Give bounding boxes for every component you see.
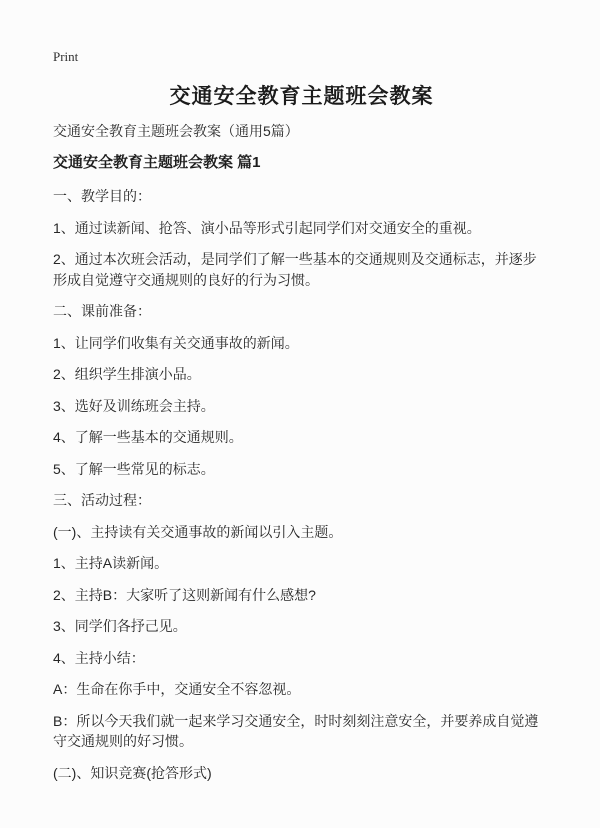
- paragraph-prep-5: 5、了解一些常见的标志。: [53, 460, 215, 477]
- page-title: 交通安全教育主题班会教案: [169, 85, 434, 108]
- paragraph-host-a: 1、主持A读新闻。: [53, 555, 169, 572]
- paragraph-prep-1: 1、让同学们收集有关交通事故的新闻。: [53, 334, 299, 351]
- paragraph-prep-3: 3、选好及训练班会主持。: [53, 397, 215, 414]
- doc-subtitle: 交通安全教育主题班会教案（通用5篇）: [53, 123, 299, 140]
- paragraph-students-opinions: 3、同学们各抒己见。: [53, 618, 187, 635]
- print-link[interactable]: Print: [53, 49, 79, 64]
- paragraph-preparation-heading: 二、课前准备：: [53, 303, 151, 320]
- paragraph-summary-a: A：生命在你手中，交通安全不容忽视。: [53, 681, 301, 698]
- paragraph-host-b: 2、主持B：大家听了这则新闻有什么感想?: [53, 586, 316, 603]
- paragraph-prep-4: 4、了解一些基本的交通规则。: [53, 429, 243, 446]
- paragraph-quiz-heading: (二)、知识竞赛(抢答形式): [53, 764, 212, 781]
- paragraph-prep-2: 2、组织学生排演小品。: [53, 366, 201, 383]
- paragraph-process-intro: (一)、主持读有关交通事故的新闻以引入主题。: [53, 523, 343, 540]
- section-heading-part1: 交通安全教育主题班会教案 篇1: [53, 154, 261, 172]
- paragraph-goal-1: 1、通过读新闻、抢答、演小品等形式引起同学们对交通安全的重视。: [53, 219, 481, 236]
- paragraph-teaching-goal-heading: 一、教学目的：: [53, 188, 151, 205]
- paragraph-process-heading: 三、活动过程：: [53, 492, 151, 509]
- paragraph-goal-2: 2、通过本次班会活动，是同学们了解一些基本的交通规则及交通标志，并逐步形成自觉遵守交通规则的良好的行为习惯。: [53, 251, 537, 288]
- paragraph-summary-b: B：所以今天我们就一起来学习交通安全，时时刻刻注意安全，并要养成自觉遵守交通规则的好习惯。: [53, 712, 539, 750]
- paragraph-host-summary-heading: 4、主持小结：: [53, 649, 145, 666]
